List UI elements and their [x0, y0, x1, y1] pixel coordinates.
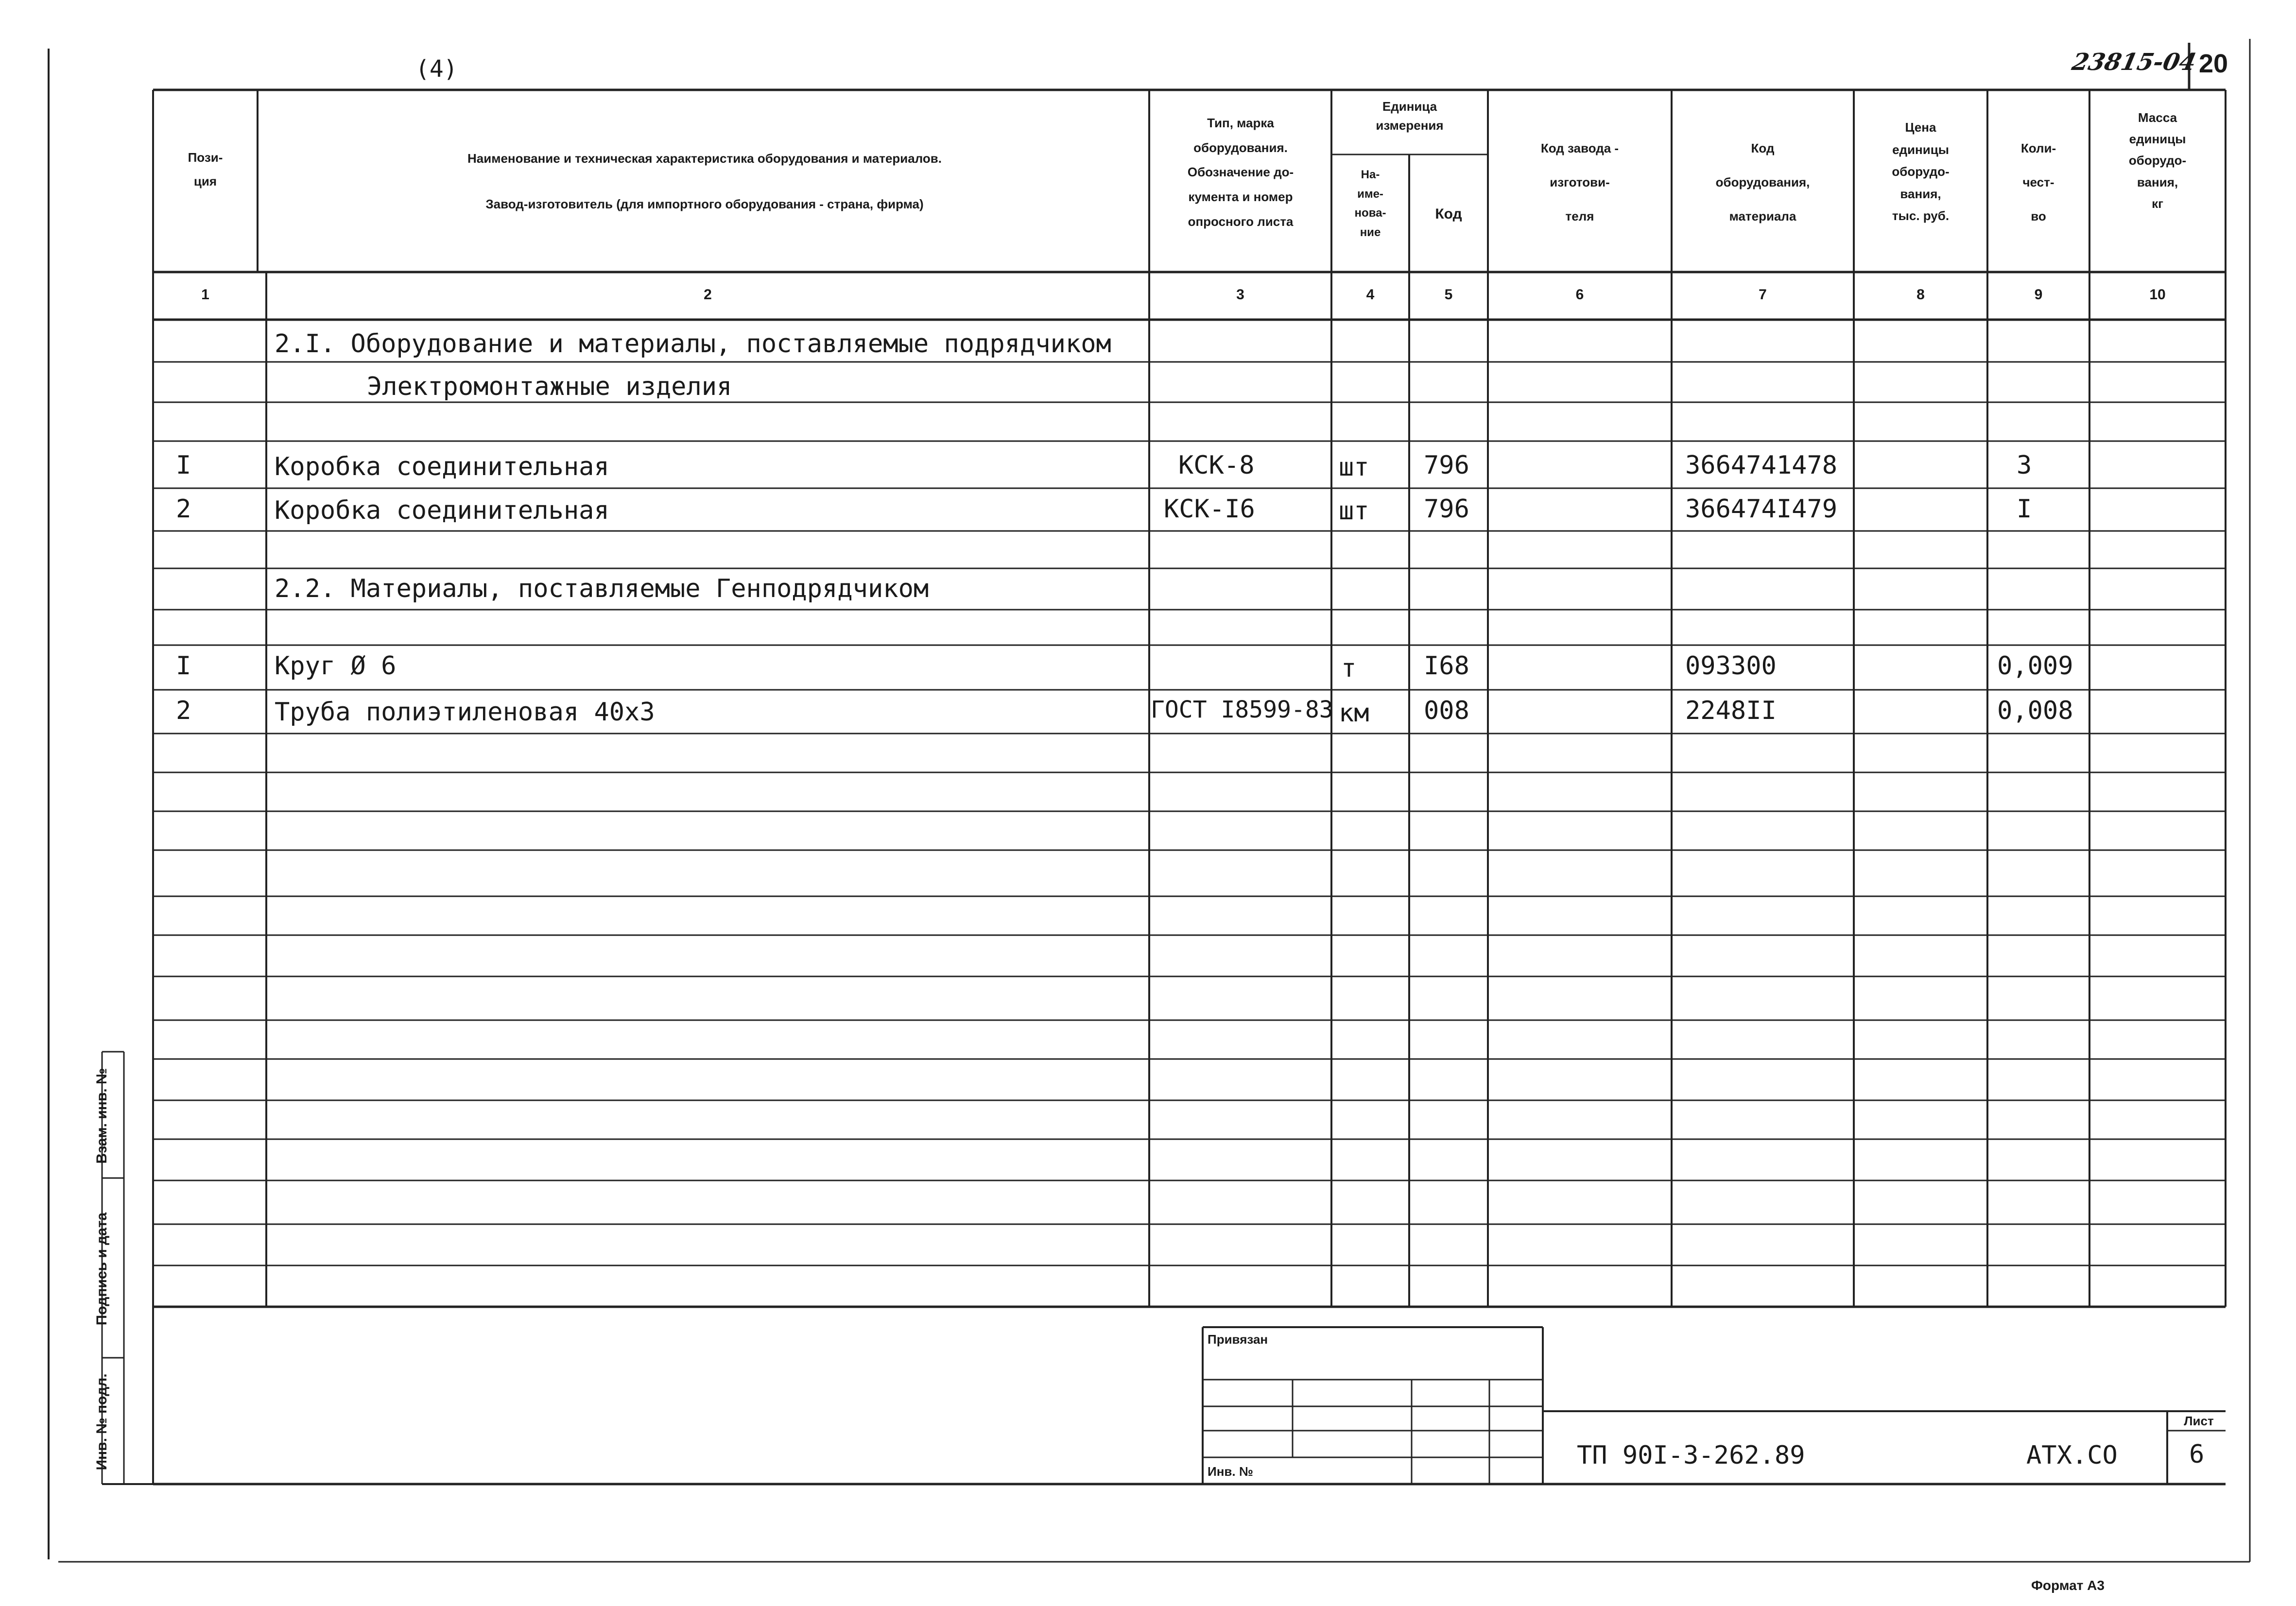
col-header-8: Цена единицы оборудо- вания, тыс. руб. — [1892, 120, 1950, 223]
handwritten-number: 23815-04 — [2070, 49, 2199, 76]
col-number: 2 — [704, 287, 712, 303]
col-number: 9 — [2034, 287, 2043, 303]
side-stamp-replacement: Взам. инв. № — [94, 1068, 110, 1164]
row-code: 366474I479 — [1685, 495, 1838, 524]
document-code: ТП 90I-3-262.89 — [1577, 1441, 1805, 1470]
col-number: 3 — [1236, 287, 1244, 303]
col-header-7: Код оборудования, материала — [1715, 141, 1810, 224]
row-unit-code: 796 — [1424, 451, 1469, 480]
row-name: Коробка соединительная — [275, 496, 609, 525]
section-heading: 2.2. Материалы, поставляемые Генподрядчиком — [275, 574, 929, 603]
row-qty: 0,009 — [1997, 651, 2073, 681]
row-type: КСК-I6 — [1164, 495, 1255, 524]
col-header-unit-group: Единица измерения — [1376, 99, 1444, 133]
row-position: 2 — [176, 696, 191, 725]
col-header-9: Коли- чест- во — [2020, 141, 2056, 224]
row-name: Труба полиэтиленовая 40х3 — [275, 698, 655, 727]
row-qty: I — [2017, 495, 2032, 524]
col-header-2: Наименование и техническая характеристика оборудования и материалов. Завод-изготовитель (для импортного оборудования - страна, фирма) — [467, 151, 942, 211]
row-qty: 0,008 — [1997, 696, 2073, 725]
row-unit: шт — [1339, 496, 1369, 526]
row-type: ГОСТ I8599-83 — [1151, 696, 1333, 723]
col-number: 8 — [1916, 287, 1925, 303]
section-heading: 2.I. Оборудование и материалы, поставляемые подрядчиком — [275, 329, 1111, 359]
col-number: 5 — [1444, 287, 1453, 303]
row-unit: шт — [1339, 453, 1369, 482]
row-unit-code: 008 — [1424, 696, 1469, 725]
row-position: I — [176, 451, 191, 480]
doc-type: АТХ.СО — [2026, 1441, 2118, 1470]
col-number: 7 — [1759, 287, 1767, 303]
col-number: 6 — [1575, 287, 1584, 303]
col-number: 1 — [201, 287, 209, 303]
row-code: 093300 — [1685, 651, 1777, 681]
col-header-6: Код завода - изготови- теля — [1540, 141, 1619, 224]
row-code: 3664741478 — [1685, 451, 1838, 480]
inv-label: Инв. № — [1208, 1464, 1253, 1479]
side-stamp-inventory: Инв. № подл. — [94, 1373, 110, 1470]
col-number: 10 — [2149, 287, 2166, 303]
row-position: 2 — [176, 495, 191, 524]
format-label: Формат А3 — [2031, 1578, 2105, 1593]
row-unit-code: 796 — [1424, 495, 1469, 524]
row-code: 2248II — [1685, 696, 1777, 725]
row-unit-code: I68 — [1424, 651, 1469, 681]
row-position: I — [176, 651, 191, 681]
row-name: Круг Ø 6 — [275, 651, 397, 681]
col-header-5: Код — [1435, 206, 1462, 222]
col-header-4: На- име- нова- ние — [1354, 168, 1386, 239]
col-header-1: Пози- ция — [188, 150, 223, 189]
row-unit: т — [1341, 654, 1357, 683]
row-name: Коробка соединительная — [275, 452, 609, 481]
sheet-number: 20 — [2199, 49, 2228, 78]
row-qty: 3 — [2017, 451, 2032, 480]
bound-label: Привязан — [1208, 1332, 1268, 1347]
sheet-label: Лист — [2184, 1414, 2214, 1428]
col-header-3: Тип, марка оборудования. Обозначение до- кумента и номер опросного листа — [1187, 116, 1294, 229]
row-unit: км — [1339, 699, 1369, 728]
row-type: КСК-8 — [1178, 451, 1255, 480]
page-marker: (4) — [415, 55, 458, 83]
col-header-10: Масса единицы оборудо- вания, кг — [2128, 110, 2187, 211]
sheet-value: 6 — [2189, 1440, 2205, 1469]
col-number: 4 — [1366, 287, 1375, 303]
side-stamp-signature: Подпись и дата — [94, 1212, 110, 1326]
subsection-heading: Электромонтажные изделия — [367, 372, 732, 401]
